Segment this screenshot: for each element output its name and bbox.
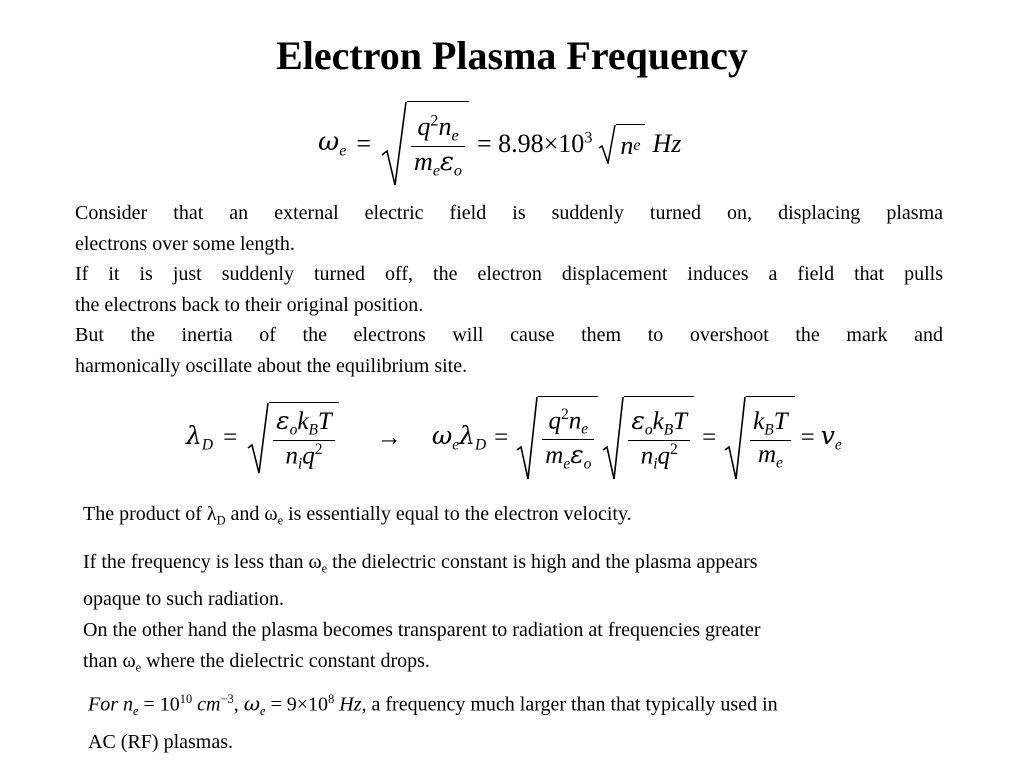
plasma-frequency-equation: [318, 100, 681, 188]
equals-sign: =: [356, 129, 372, 158]
text-line: opaque to such radiation.: [83, 588, 285, 611]
omega-lambda-product: $\omega_e\lambda_D$: [431, 421, 487, 454]
dielectric-explanation: [83, 547, 955, 684]
text-line: harmonically oscillate about the equilibrium site.: [75, 354, 468, 377]
example-frequency: [88, 684, 958, 758]
text-line: For $n_e = 10^{10}$ $cm^{-3}$, $\omega_e = 9\times 10^8$ Hz, a frequency much larger than that typically used in: [88, 691, 778, 718]
coefficient: = $8.98\times 10^3$: [476, 129, 593, 158]
equals-sign: =: [702, 424, 717, 451]
text-line: If the frequency is less than $\omega_e$ the dielectric constant is high and the plasma appears: [83, 551, 758, 576]
text-line: If it is just suddenly turned off, the electron displacement induces a field that pulls: [75, 263, 943, 285]
text-line: But the inertia of the electrons will cause them to overshoot the mark and: [75, 324, 943, 346]
sqrt-debye: $\frac{\varepsilon_ok_BT}{n_iq^2}$: [247, 402, 339, 474]
text-line: electrons over some length.: [75, 232, 295, 255]
equals-sign: =: [223, 424, 238, 451]
q2ne-over-meeo: $\frac{q^2n_e}{m_e\varepsilon_o}$: [411, 112, 465, 180]
text-line: the electrons back to their original position.: [75, 293, 424, 316]
plasma-oscillation-explanation: [75, 198, 943, 381]
sqrt-fraction: [381, 101, 469, 187]
unit-hz: Hz: [652, 129, 682, 158]
arrow-icon: →: [376, 424, 402, 451]
sqrt-debye-2: $\frac{\varepsilon_ok_BT}{n_iq^2}$: [602, 396, 694, 480]
electron-velocity: $v_e$: [820, 421, 842, 454]
debye-velocity-equation: [186, 392, 842, 484]
text-line: AC (RF) plasmas.: [88, 730, 233, 753]
product-statement: The product of $\lambda_D$ and $\omega_e$ is essentially equal to the electron velocity.: [83, 503, 632, 528]
omega-e-symbol: $\omega_e$: [318, 127, 347, 160]
sqrt-ne: n e: [598, 124, 644, 164]
equals-sign: =: [800, 424, 815, 451]
slide-title: Electron Plasma Frequency: [276, 33, 748, 78]
text-line: than $\omega_e$ where the dielectric constant drops.: [83, 650, 430, 675]
sqrt-thermal: $\frac{k_BT}{m_e}$: [724, 396, 794, 480]
equals-sign: =: [494, 424, 509, 451]
sqrt-plasma-freq: $\frac{q^2n_e}{m_e\varepsilon_o}$: [516, 396, 598, 480]
text-line: Consider that an external electric field is suddenly turned on, displacing plasma: [75, 202, 943, 224]
lambda-d-symbol: $\lambda_D$: [186, 421, 214, 454]
text-line: On the other hand the plasma becomes transparent to radiation at frequencies greater: [83, 619, 761, 642]
